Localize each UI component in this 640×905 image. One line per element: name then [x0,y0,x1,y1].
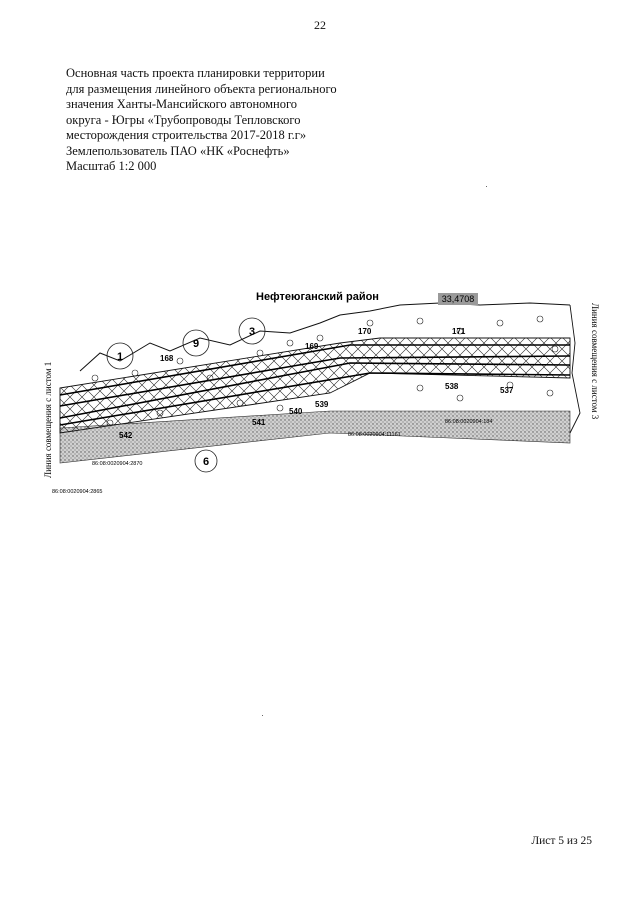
svg-text:541: 541 [252,418,266,427]
right-match-line: Линия совмещения с листом 3 [590,303,600,420]
svg-text:538: 538 [445,382,459,391]
heading-scale: Масштаб 1:2 000 [66,159,157,173]
svg-text:540: 540 [289,407,303,416]
heading-line: округа - Югры «Трубопроводы Тепловского [66,112,301,127]
svg-text:542: 542 [119,431,133,440]
heading-line: Землепользователь ПАО «НК «Роснефть» [66,143,290,158]
svg-text:9: 9 [192,338,200,350]
svg-text:86:08:0020904:11161: 86:08:0020904:11161 [348,432,401,438]
document-heading [66,66,366,175]
svg-text:86:08:0020904:2870: 86:08:0020904:2870 [92,461,143,467]
svg-text:169: 169 [305,342,319,351]
left-match-line: Линия совмещения с листом 1 [43,361,53,478]
svg-text:171: 171 [452,327,466,336]
right-boundary [570,305,580,433]
heading-line: Основная часть проекта планировки территории [66,66,325,80]
svg-text:539: 539 [315,400,329,409]
page-number: 22 [314,18,326,32]
area-label: 33,4708 [441,294,475,304]
svg-text:3: 3 [248,326,256,338]
heading-line: месторождения строительства 2017-2018 г.г» [66,128,307,142]
scan-speck [486,186,487,187]
svg-text:86:08:0020904:2865: 86:08:0020904:2865 [52,489,103,495]
heading-line: значения Ханты-Мансийского автономного [66,97,298,111]
scan-speck [262,715,263,716]
svg-text:6: 6 [202,456,210,468]
planning-map [40,283,600,513]
svg-text:170: 170 [358,327,372,336]
district-name: Нефтеюганский район [256,291,379,303]
svg-text:168: 168 [160,354,174,363]
heading-line: для размещения линейного объекта регионального [66,81,337,96]
svg-text:537: 537 [500,386,514,395]
svg-text:86:08:0020904:184: 86:08:0020904:184 [445,419,493,425]
svg-text:1: 1 [116,351,124,363]
sheet-footer: Лист 5 из 25 [531,835,592,847]
